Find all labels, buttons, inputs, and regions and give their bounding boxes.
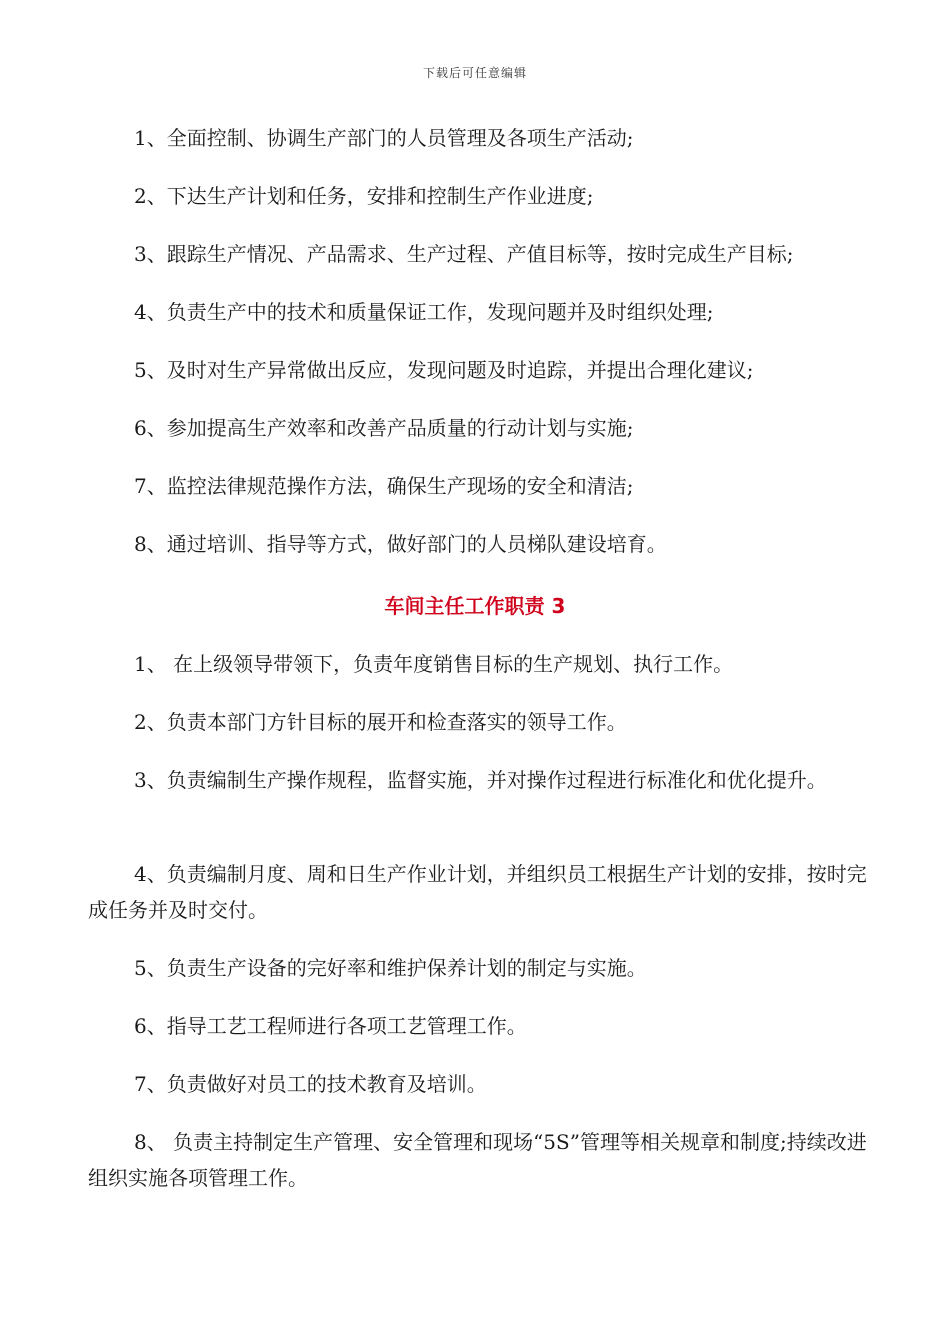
foreman-duty-item-2: 2、负责本部门方针目标的展开和检查落实的领导工作。	[134, 710, 627, 734]
duty-item-2: 2、下达生产计划和任务，安排和控制生产作业进度;	[134, 184, 594, 208]
foreman-duty-item-8: 8、 负责主持制定生产管理、安全管理和现场“5S”管理等相关规章和制度;持续改进组织实施各项管理工作。	[88, 1130, 867, 1190]
foreman-duty-item-6: 6、指导工艺工程师进行各项工艺管理工作。	[134, 1014, 527, 1038]
duty-item-7: 7、监控法律规范操作方法，确保生产现场的安全和清洁;	[134, 474, 634, 498]
duty-item-5: 5、及时对生产异常做出反应，发现问题及时追踪，并提出合理化建议;	[134, 358, 754, 382]
duty-item-4: 4、负责生产中的技术和质量保证工作，发现问题并及时组织处理;	[134, 300, 714, 324]
foreman-duty-item-3: 3、负责编制生产操作规程，监督实施，并对操作过程进行标准化和优化提升。	[134, 768, 827, 792]
section-title: 车间主任工作职责 3	[384, 594, 566, 618]
foreman-duty-item-4: 4、负责编制月度、周和日生产作业计划，并组织员工根据生产计划的安排，按时完成任务并及时交付。	[88, 862, 867, 922]
duty-item-6: 6、参加提高生产效率和改善产品质量的行动计划与实施;	[134, 416, 634, 440]
duty-item-8: 8、通过培训、指导等方式，做好部门的人员梯队建设培育。	[134, 532, 667, 556]
foreman-duty-item-5: 5、负责生产设备的完好率和维护保养计划的制定与实施。	[134, 956, 647, 980]
duty-item-1: 1、全面控制、协调生产部门的人员管理及各项生产活动;	[134, 126, 634, 150]
header-note: 下载后可任意编辑	[422, 66, 527, 80]
foreman-duty-item-1: 1、 在上级领导带领下，负责年度销售目标的生产规划、执行工作。	[134, 652, 734, 676]
duty-item-3: 3、跟踪生产情况、产品需求、生产过程、产值目标等，按时完成生产目标;	[134, 242, 794, 266]
foreman-duty-item-7: 7、负责做好对员工的技术教育及培训。	[134, 1072, 487, 1096]
